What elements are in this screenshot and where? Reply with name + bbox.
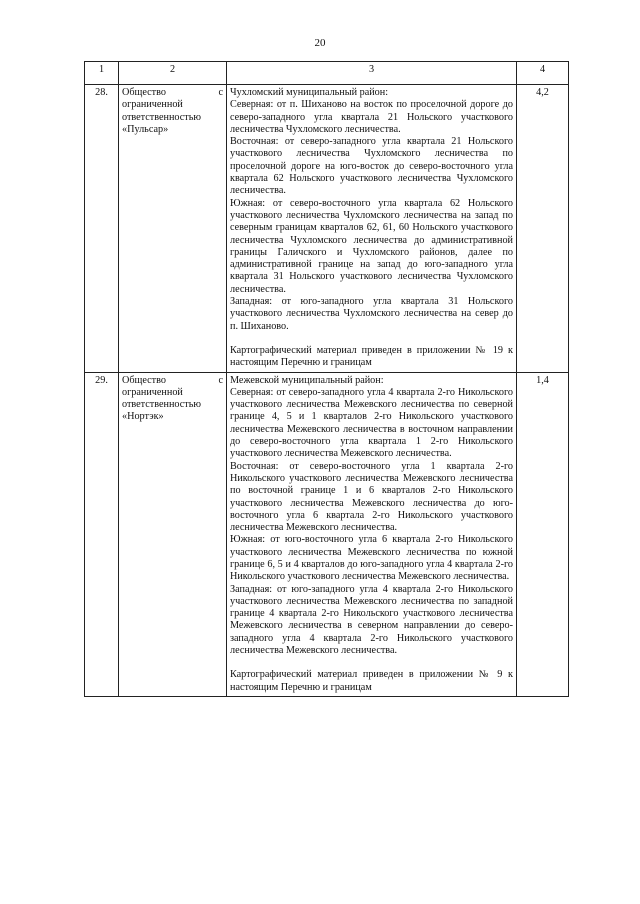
area-value: 4,2 [517, 85, 569, 373]
page-number: 20 [314, 37, 326, 49]
boundary-north: Северная: от п. Шиханово на восток по проселочной дороге до северо-западного угла квартала 21 Нольского участкового лесничества Чухломского лесничества. [230, 99, 513, 135]
organization-name: Общество с ограниченной ответственностью «Пульсар» [119, 85, 227, 373]
row-number: 28. [85, 85, 119, 373]
boundary-description [227, 372, 517, 696]
boundary-north: Северная: от северо-западного угла 4 квартала 2-го Никольского участкового лесничества Межевского лесничества по северной границе 4, 5 и 1 кварталов 2-го Никольского участкового лесничества Межевского лесничества в восточном направлении до северо-восточного угла квартала 1 2-го Никольского участкового лесничества Межевского лесничества. [230, 386, 513, 460]
table-header-row [85, 62, 569, 85]
map-reference: Картографический материал приведен в приложении № 9 к настоящим Перечню и границам [230, 669, 513, 693]
table-row [85, 372, 569, 696]
boundary-south: Южная: от юго-восточного угла 6 квартала 2-го Никольского участкового лесничества Межевского лесничества по южной границе 6, 5 и 4 кварталов до юго-западного угла 4 квартала 2-го Никольского участкового лесничества Межевского лесничества. [230, 534, 513, 583]
organization-name: Общество с ограниченной ответственностью «Нортэк» [119, 372, 227, 696]
header-col-1: 1 [85, 62, 119, 85]
boundary-west: Западная: от юго-западного угла квартала 31 Нольского участкового лесничества Чухломского лесничества на север до п. Шиханово. [230, 296, 513, 332]
header-col-2: 2 [119, 62, 227, 85]
boundaries-table [84, 61, 569, 697]
area-value: 1,4 [517, 372, 569, 696]
table-row [85, 85, 569, 373]
paragraph-gap [230, 657, 513, 669]
boundary-south: Южная: от северо-восточного угла квартала 62 Нольского участкового лесничества Чухломского лесничества на запад по северным границам кварталов 62, 61, 60 Нольского участкового лесничества Чухломского лесничества до административной границы Галичского и Чухломского районов, далее по административной границе на запад до юго-западного угла квартала 31 Нольского участкового лесничества Чухломского лесничества. [230, 197, 513, 295]
paragraph-gap [230, 333, 513, 345]
boundary-description [227, 85, 517, 373]
boundary-west: Западная: от юго-западного угла 4 квартала 2-го Никольского участкового лесничества Межевского лесничества по западной границе 4 квартала 2-го Никольского участкового лесничества Межевского лесничества в северном направлении до северо-западного угла 4 квартала 2-го Никольского участкового лесничества Межевского лесничества. [230, 583, 513, 657]
boundary-east: Восточная: от северо-западного угла квартала 21 Нольского участкового лесничества Чухломского лесничества по проселочной дороге на юго-восток до северо-восточного угла квартала 62 Нольского участкового лесничества Чухломского лесничества. [230, 136, 513, 197]
district-heading: Межевской муниципальный район: [230, 374, 384, 386]
district-heading: Чухломский муниципальный район: [230, 87, 389, 98]
boundary-east: Восточная: от северо-восточного угла 1 квартала 2-го Никольского участкового лесничества Межевского лесничества по восточной границе 1 и 6 кварталов 2-го Никольского участкового лесничества Межевского лесничества до юго-восточного угла 6 квартала 2-го Никольского участкового лесничества Межевского лесничества. [230, 460, 513, 534]
map-reference: Картографический материал приведен в приложении № 19 к настоящим Перечню и границам [230, 344, 513, 369]
header-col-4: 4 [517, 62, 569, 85]
header-col-3: 3 [227, 62, 517, 85]
row-number: 29. [85, 372, 119, 696]
